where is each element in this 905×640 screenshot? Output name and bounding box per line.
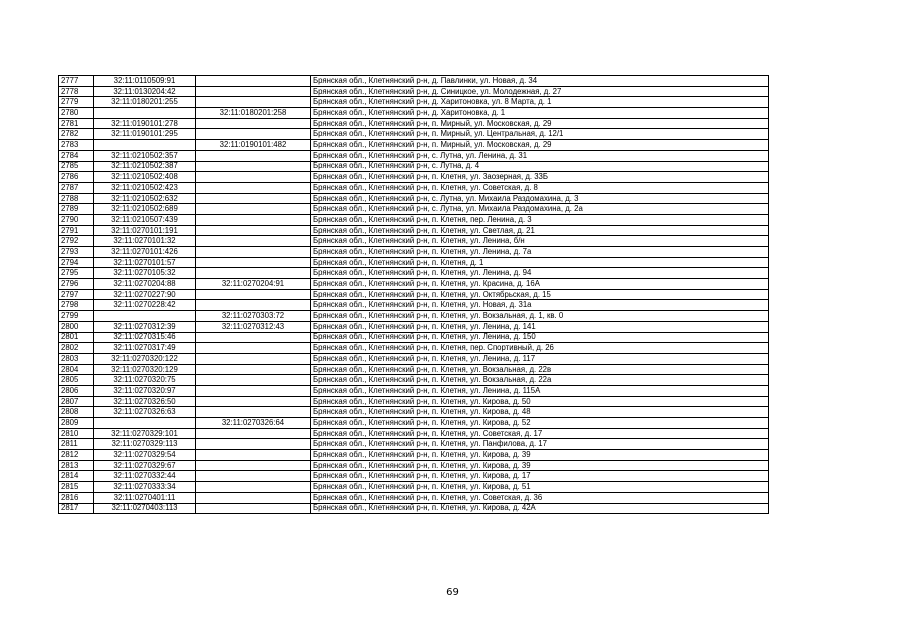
parent-cadastral-number-cell (196, 257, 311, 268)
cadastral-number-cell (94, 418, 196, 429)
parent-cadastral-number-cell (196, 353, 311, 364)
cadastral-number-cell: 32:11:0270401:11 (94, 492, 196, 503)
table-row (59, 492, 769, 503)
address-cell: Брянская обл., Клетнянский р-н, п. Клетня, ул. Октябрьская, д. 15 (311, 289, 769, 300)
table-row (59, 140, 769, 151)
parent-cadastral-number-cell (196, 460, 311, 471)
address-cell: Брянская обл., Клетнянский р-н, п. Клетня, ул. Советская, д. 8 (311, 182, 769, 193)
cadastral-number-cell: 32:11:0270403:113 (94, 503, 196, 514)
row-number-cell: 2792 (59, 236, 94, 247)
address-cell: Брянская обл., Клетнянский р-н, п. Мирный, ул. Центральная, д. 12/1 (311, 129, 769, 140)
page-number: 69 (446, 587, 459, 598)
address-cell: Брянская обл., Клетнянский р-н, п. Мирный, ул. Московская, д. 29 (311, 118, 769, 129)
cadastral-number-cell: 32:11:0130204:42 (94, 86, 196, 97)
row-number-cell: 2812 (59, 450, 94, 461)
parent-cadastral-number-cell (196, 343, 311, 354)
address-cell: Брянская обл., Клетнянский р-н, д. Харитоновка, д. 1 (311, 108, 769, 119)
parent-cadastral-number-cell (196, 76, 311, 87)
table-row (59, 332, 769, 343)
row-number-cell: 2790 (59, 214, 94, 225)
table-row (59, 172, 769, 183)
cadastral-number-cell: 32:11:0180201:255 (94, 97, 196, 108)
address-cell: Брянская обл., Клетнянский р-н, п. Клетня, ул. Кирова, д. 52 (311, 418, 769, 429)
row-number-cell: 2795 (59, 268, 94, 279)
address-cell: Брянская обл., Клетнянский р-н, п. Клетня, ул. Кирова, д. 39 (311, 460, 769, 471)
cadastral-number-cell: 32:11:0270204:88 (94, 279, 196, 290)
table-row (59, 76, 769, 87)
row-number-cell: 2779 (59, 97, 94, 108)
cadastral-number-cell: 32:11:0270332:44 (94, 471, 196, 482)
address-cell: Брянская обл., Клетнянский р-н, п. Клетня, ул. Кирова, д. 17 (311, 471, 769, 482)
address-cell: Брянская обл., Клетнянский р-н, п. Клетня, пер. Ленина, д. 3 (311, 214, 769, 225)
parent-cadastral-number-cell (196, 364, 311, 375)
row-number-cell: 2786 (59, 172, 94, 183)
parent-cadastral-number-cell (196, 482, 311, 493)
cadastral-number-cell: 32:11:0270320:75 (94, 375, 196, 386)
table-row (59, 204, 769, 215)
address-cell: Брянская обл., Клетнянский р-н, п. Клетня, ул. Ленина, д. 141 (311, 321, 769, 332)
row-number-cell: 2800 (59, 321, 94, 332)
table-row (59, 428, 769, 439)
table-row (59, 471, 769, 482)
row-number-cell: 2805 (59, 375, 94, 386)
address-cell: Брянская обл., Клетнянский р-н, п. Клетня, ул. Ленина, д. 7а (311, 247, 769, 258)
row-number-cell: 2798 (59, 300, 94, 311)
address-cell: Брянская обл., Клетнянский р-н, п. Клетня, ул. Заозерная, д. 33Б (311, 172, 769, 183)
cadastral-number-cell: 32:11:0270312:39 (94, 321, 196, 332)
cadastral-number-cell: 32:11:0270105:32 (94, 268, 196, 279)
row-number-cell: 2794 (59, 257, 94, 268)
cadastral-number-cell: 32:11:0270326:50 (94, 396, 196, 407)
cadastral-number-cell: 32:11:0270101:32 (94, 236, 196, 247)
row-number-cell: 2802 (59, 343, 94, 354)
parent-cadastral-number-cell (196, 492, 311, 503)
parent-cadastral-number-cell: 32:11:0190101:482 (196, 140, 311, 151)
table-row (59, 161, 769, 172)
address-cell: Брянская обл., Клетнянский р-н, п. Клетня, ул. Ленина, д. 94 (311, 268, 769, 279)
parent-cadastral-number-cell (196, 86, 311, 97)
table-row (59, 321, 769, 332)
parent-cadastral-number-cell (196, 375, 311, 386)
cadastral-number-cell: 32:11:0270333:34 (94, 482, 196, 493)
address-cell: Брянская обл., Клетнянский р-н, с. Лутна, ул. Михаила Раздомахина, д. 3 (311, 193, 769, 204)
parent-cadastral-number-cell (196, 503, 311, 514)
row-number-cell: 2814 (59, 471, 94, 482)
row-number-cell: 2783 (59, 140, 94, 151)
table-row (59, 364, 769, 375)
parent-cadastral-number-cell (196, 204, 311, 215)
table-row (59, 407, 769, 418)
address-cell: Брянская обл., Клетнянский р-н, с. Лутна, д. 4 (311, 161, 769, 172)
table-row (59, 503, 769, 514)
row-number-cell: 2817 (59, 503, 94, 514)
parent-cadastral-number-cell (196, 396, 311, 407)
cadastral-number-cell: 32:11:0270329:54 (94, 450, 196, 461)
parent-cadastral-number-cell (196, 172, 311, 183)
table-row (59, 418, 769, 429)
address-cell: Брянская обл., Клетнянский р-н, с. Лутна, ул. Ленина, д. 31 (311, 150, 769, 161)
table-row (59, 129, 769, 140)
cadastral-number-cell: 32:11:0110509:91 (94, 76, 196, 87)
address-cell: Брянская обл., Клетнянский р-н, п. Клетня, ул. Кирова, д. 50 (311, 396, 769, 407)
row-number-cell: 2807 (59, 396, 94, 407)
address-cell: Брянская обл., Клетнянский р-н, с. Лутна, ул. Михаила Раздомахина, д. 2а (311, 204, 769, 215)
parent-cadastral-number-cell (196, 236, 311, 247)
row-number-cell: 2799 (59, 311, 94, 322)
cadastral-number-cell: 32:11:0270329:67 (94, 460, 196, 471)
parent-cadastral-number-cell (196, 161, 311, 172)
address-cell: Брянская обл., Клетнянский р-н, п. Клетня, д. 1 (311, 257, 769, 268)
parent-cadastral-number-cell (196, 332, 311, 343)
cadastral-number-cell (94, 140, 196, 151)
parent-cadastral-number-cell (196, 182, 311, 193)
row-number-cell: 2803 (59, 353, 94, 364)
cadastral-number-cell: 32:11:0210502:423 (94, 182, 196, 193)
table-row (59, 193, 769, 204)
parent-cadastral-number-cell (196, 300, 311, 311)
parent-cadastral-number-cell (196, 268, 311, 279)
parent-cadastral-number-cell (196, 129, 311, 140)
parent-cadastral-number-cell (196, 439, 311, 450)
row-number-cell: 2804 (59, 364, 94, 375)
table-row (59, 353, 769, 364)
cadastral-number-cell: 32:11:0270320:97 (94, 385, 196, 396)
row-number-cell: 2815 (59, 482, 94, 493)
cadastral-number-cell (94, 108, 196, 119)
parent-cadastral-number-cell (196, 193, 311, 204)
cadastral-number-cell: 32:11:0210502:357 (94, 150, 196, 161)
address-cell: Брянская обл., Клетнянский р-н, д. Павлинки, ул. Новая, д. 34 (311, 76, 769, 87)
address-cell: Брянская обл., Клетнянский р-н, п. Клетня, ул. Кирова, д. 51 (311, 482, 769, 493)
table-row (59, 150, 769, 161)
cadastral-number-cell: 32:11:0270228:42 (94, 300, 196, 311)
parent-cadastral-number-cell (196, 407, 311, 418)
row-number-cell: 2782 (59, 129, 94, 140)
cadastral-number-cell: 32:11:0270329:113 (94, 439, 196, 450)
table-row (59, 247, 769, 258)
row-number-cell: 2789 (59, 204, 94, 215)
table-row (59, 396, 769, 407)
address-cell: Брянская обл., Клетнянский р-н, п. Клетня, ул. Ленина, д. 115А (311, 385, 769, 396)
table-row (59, 214, 769, 225)
row-number-cell: 2813 (59, 460, 94, 471)
table-row (59, 343, 769, 354)
parent-cadastral-number-cell (196, 471, 311, 482)
parent-cadastral-number-cell (196, 289, 311, 300)
cadastral-number-cell: 32:11:0270320:129 (94, 364, 196, 375)
parent-cadastral-number-cell (196, 150, 311, 161)
address-cell: Брянская обл., Клетнянский р-н, п. Клетня, ул. Ленина, д. 150 (311, 332, 769, 343)
table-row (59, 118, 769, 129)
cadastral-number-cell: 32:11:0270320:122 (94, 353, 196, 364)
row-number-cell: 2796 (59, 279, 94, 290)
cadastral-number-cell: 32:11:0210502:408 (94, 172, 196, 183)
address-cell: Брянская обл., Клетнянский р-н, д. Синицкое, ул. Молодежная, д. 27 (311, 86, 769, 97)
cadastral-number-cell: 32:11:0270317:49 (94, 343, 196, 354)
table-row (59, 300, 769, 311)
row-number-cell: 2810 (59, 428, 94, 439)
cadastral-number-cell: 32:11:0270101:426 (94, 247, 196, 258)
table-row (59, 311, 769, 322)
row-number-cell: 2806 (59, 385, 94, 396)
cadastral-number-cell: 32:11:0270101:57 (94, 257, 196, 268)
table-row (59, 182, 769, 193)
cadastral-number-cell: 32:11:0270315:46 (94, 332, 196, 343)
address-cell: Брянская обл., Клетнянский р-н, п. Клетня, ул. Ленина, б/н (311, 236, 769, 247)
table-row (59, 236, 769, 247)
table-row (59, 225, 769, 236)
row-number-cell: 2785 (59, 161, 94, 172)
row-number-cell: 2801 (59, 332, 94, 343)
address-cell: Брянская обл., Клетнянский р-н, п. Клетня, ул. Кирова, д. 42А (311, 503, 769, 514)
address-cell: Брянская обл., Клетнянский р-н, п. Клетня, ул. Светлая, д. 21 (311, 225, 769, 236)
parent-cadastral-number-cell (196, 214, 311, 225)
row-number-cell: 2780 (59, 108, 94, 119)
row-number-cell: 2788 (59, 193, 94, 204)
address-cell: Брянская обл., Клетнянский р-н, п. Клетня, ул. Вокзальная, д. 22а (311, 375, 769, 386)
row-number-cell: 2791 (59, 225, 94, 236)
cadastral-number-cell: 32:11:0210502:689 (94, 204, 196, 215)
row-number-cell: 2808 (59, 407, 94, 418)
parent-cadastral-number-cell (196, 97, 311, 108)
table-row (59, 385, 769, 396)
cadastral-number-cell: 32:11:0210507:439 (94, 214, 196, 225)
cadastral-number-cell: 32:11:0210502:632 (94, 193, 196, 204)
parent-cadastral-number-cell (196, 450, 311, 461)
row-number-cell: 2793 (59, 247, 94, 258)
row-number-cell: 2784 (59, 150, 94, 161)
address-cell: Брянская обл., Клетнянский р-н, п. Клетня, ул. Ленина, д. 117 (311, 353, 769, 364)
parent-cadastral-number-cell (196, 118, 311, 129)
table-row (59, 268, 769, 279)
parent-cadastral-number-cell (196, 428, 311, 439)
address-cell: Брянская обл., Клетнянский р-н, п. Клетня, ул. Вокзальная, д. 22в (311, 364, 769, 375)
address-cell: Брянская обл., Клетнянский р-н, п. Клетня, ул. Новая, д. 31а (311, 300, 769, 311)
table-row (59, 108, 769, 119)
row-number-cell: 2781 (59, 118, 94, 129)
address-cell: Брянская обл., Клетнянский р-н, п. Клетня, ул. Советская, д. 36 (311, 492, 769, 503)
address-cell: Брянская обл., Клетнянский р-н, п. Клетня, ул. Кирова, д. 39 (311, 450, 769, 461)
row-number-cell: 2816 (59, 492, 94, 503)
table-row (59, 257, 769, 268)
cadastral-number-cell: 32:11:0190101:278 (94, 118, 196, 129)
table-row (59, 482, 769, 493)
parent-cadastral-number-cell (196, 225, 311, 236)
table-row (59, 86, 769, 97)
address-cell: Брянская обл., Клетнянский р-н, д. Харитоновка, ул. 8 Марта, д. 1 (311, 97, 769, 108)
cadastral-number-cell: 32:11:0270326:63 (94, 407, 196, 418)
property-table (58, 75, 769, 514)
address-cell: Брянская обл., Клетнянский р-н, п. Клетня, ул. Вокзальная, д. 1, кв. 0 (311, 311, 769, 322)
table-row (59, 279, 769, 290)
row-number-cell: 2787 (59, 182, 94, 193)
parent-cadastral-number-cell: 32:11:0270204:91 (196, 279, 311, 290)
address-cell: Брянская обл., Клетнянский р-н, п. Клетня, пер. Спортивный, д. 26 (311, 343, 769, 354)
parent-cadastral-number-cell: 32:11:0270326:64 (196, 418, 311, 429)
address-cell: Брянская обл., Клетнянский р-н, п. Клетня, ул. Кирова, д. 48 (311, 407, 769, 418)
cadastral-number-cell (94, 311, 196, 322)
table-body (59, 76, 769, 514)
table-row (59, 289, 769, 300)
row-number-cell: 2809 (59, 418, 94, 429)
table-row (59, 450, 769, 461)
cadastral-number-cell: 32:11:0210502:387 (94, 161, 196, 172)
parent-cadastral-number-cell (196, 247, 311, 258)
row-number-cell: 2811 (59, 439, 94, 450)
row-number-cell: 2797 (59, 289, 94, 300)
address-cell: Брянская обл., Клетнянский р-н, п. Клетня, ул. Советская, д. 17 (311, 428, 769, 439)
parent-cadastral-number-cell: 32:11:0180201:258 (196, 108, 311, 119)
cadastral-number-cell: 32:11:0190101:295 (94, 129, 196, 140)
row-number-cell: 2778 (59, 86, 94, 97)
table-row (59, 97, 769, 108)
address-cell: Брянская обл., Клетнянский р-н, п. Клетня, ул. Панфилова, д. 17 (311, 439, 769, 450)
parent-cadastral-number-cell (196, 385, 311, 396)
address-cell: Брянская обл., Клетнянский р-н, п. Мирный, ул. Московская, д. 29 (311, 140, 769, 151)
cadastral-number-cell: 32:11:0270329:101 (94, 428, 196, 439)
row-number-cell: 2777 (59, 76, 94, 87)
table-row (59, 375, 769, 386)
table-row (59, 439, 769, 450)
parent-cadastral-number-cell: 32:11:0270312:43 (196, 321, 311, 332)
address-cell: Брянская обл., Клетнянский р-н, п. Клетня, ул. Красина, д. 16А (311, 279, 769, 290)
cadastral-number-cell: 32:11:0270227:90 (94, 289, 196, 300)
parent-cadastral-number-cell: 32:11:0270303:72 (196, 311, 311, 322)
table-row (59, 460, 769, 471)
cadastral-number-cell: 32:11:0270101:191 (94, 225, 196, 236)
